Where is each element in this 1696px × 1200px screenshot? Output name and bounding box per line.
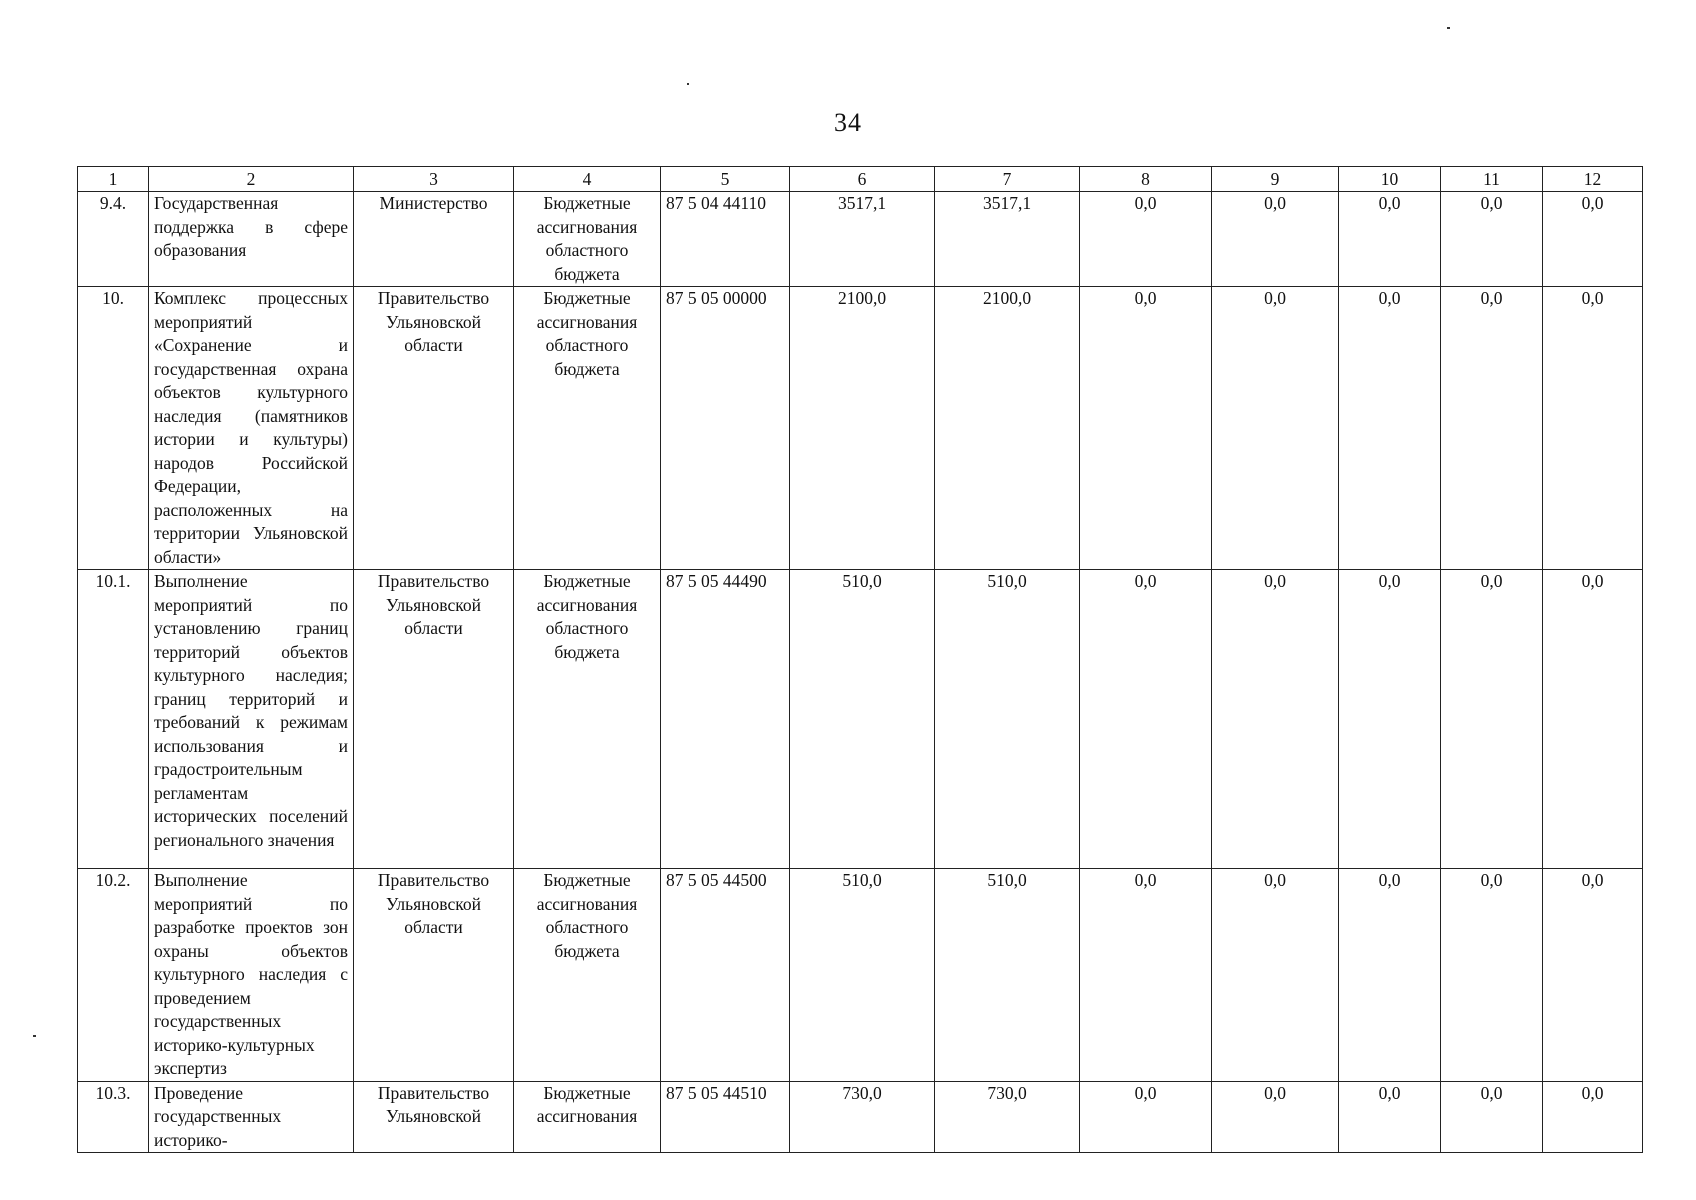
budget-code: 87 5 05 44500 <box>661 869 790 1082</box>
year-amount: 0,0 <box>1339 192 1441 287</box>
year-amount: 0,0 <box>1212 570 1339 869</box>
total-amount: 510,0 <box>790 869 935 1082</box>
year-amount: 0,0 <box>1339 570 1441 869</box>
col-header-3: 3 <box>354 167 514 192</box>
budget-code: 87 5 05 00000 <box>661 287 790 570</box>
year-amount: 0,0 <box>1543 1081 1643 1153</box>
year-amount: 0,0 <box>1212 192 1339 287</box>
year-amount: 0,0 <box>1080 1081 1212 1153</box>
year-amount: 0,0 <box>1212 287 1339 570</box>
year-amount: 0,0 <box>1339 287 1441 570</box>
measure-name: Комплекс процессных мероприятий «Сохранение и государственная охрана объектов культурного наследия (памятников истории и культуры) народов Российской Федерации, расположенных на территории Ульяновской области» <box>149 287 354 570</box>
total-amount: 2100,0 <box>790 287 935 570</box>
funding-source: Бюджетные ассигнования областного бюджета <box>514 869 661 1082</box>
col-header-1: 1 <box>78 167 149 192</box>
col-header-12: 12 <box>1543 167 1643 192</box>
executor: Правительство Ульяновской области <box>354 570 514 869</box>
budget-code: 87 5 05 44490 <box>661 570 790 869</box>
year-amount: 0,0 <box>1543 869 1643 1082</box>
executor: Министерство <box>354 192 514 287</box>
table-row <box>78 192 1643 287</box>
budget-code: 87 5 05 44510 <box>661 1081 790 1153</box>
col-header-9: 9 <box>1212 167 1339 192</box>
year-amount: 0,0 <box>1080 869 1212 1082</box>
total-amount: 730,0 <box>790 1081 935 1153</box>
executor: Правительство Ульяновской <box>354 1081 514 1153</box>
year-amount: 0,0 <box>1543 192 1643 287</box>
year-amount: 0,0 <box>1441 869 1543 1082</box>
budget-table <box>77 166 1643 1153</box>
table-row <box>78 287 1643 570</box>
total-amount: 3517,1 <box>790 192 935 287</box>
funding-source: Бюджетные ассигнования областного бюджета <box>514 570 661 869</box>
year-amount: 2100,0 <box>935 287 1080 570</box>
table-row <box>78 1081 1643 1153</box>
year-amount: 0,0 <box>1339 869 1441 1082</box>
year-amount: 510,0 <box>935 570 1080 869</box>
col-header-2: 2 <box>149 167 354 192</box>
measure-name: Выполнение мероприятий по разработке проектов зон охраны объектов культурного наследия с проведением государственных историко-культурных экспертиз <box>149 869 354 1082</box>
year-amount: 0,0 <box>1080 192 1212 287</box>
year-amount: 0,0 <box>1441 1081 1543 1153</box>
year-amount: 730,0 <box>935 1081 1080 1153</box>
year-amount: 0,0 <box>1339 1081 1441 1153</box>
row-number: 10. <box>78 287 149 570</box>
table-row <box>78 570 1643 869</box>
year-amount: 0,0 <box>1543 287 1643 570</box>
year-amount: 510,0 <box>935 869 1080 1082</box>
scan-speck <box>33 1035 36 1037</box>
measure-name: Проведение государственных историко- <box>149 1081 354 1153</box>
col-header-11: 11 <box>1441 167 1543 192</box>
table-row <box>78 869 1643 1082</box>
row-number: 10.1. <box>78 570 149 869</box>
col-header-10: 10 <box>1339 167 1441 192</box>
row-number: 9.4. <box>78 192 149 287</box>
total-amount: 510,0 <box>790 570 935 869</box>
year-amount: 0,0 <box>1441 287 1543 570</box>
year-amount: 0,0 <box>1080 287 1212 570</box>
col-header-8: 8 <box>1080 167 1212 192</box>
measure-name: Выполнение мероприятий по установлению границ территорий объектов культурного наследия; границ территорий и требований к режимам использования и градостроительным регламентам исторических поселений регионального значения <box>149 570 354 869</box>
funding-source: Бюджетные ассигнования областного бюджета <box>514 287 661 570</box>
col-header-5: 5 <box>661 167 790 192</box>
year-amount: 0,0 <box>1441 570 1543 869</box>
year-amount: 0,0 <box>1212 1081 1339 1153</box>
year-amount: 0,0 <box>1441 192 1543 287</box>
executor: Правительство Ульяновской области <box>354 869 514 1082</box>
year-amount: 0,0 <box>1543 570 1643 869</box>
col-header-6: 6 <box>790 167 935 192</box>
budget-code: 87 5 04 44110 <box>661 192 790 287</box>
header-row <box>78 167 1643 192</box>
scan-speck <box>687 83 689 85</box>
row-number: 10.3. <box>78 1081 149 1153</box>
funding-source: Бюджетные ассигнования <box>514 1081 661 1153</box>
measure-name: Государственная поддержка в сфере образования <box>149 192 354 287</box>
year-amount: 3517,1 <box>935 192 1080 287</box>
col-header-7: 7 <box>935 167 1080 192</box>
row-number: 10.2. <box>78 869 149 1082</box>
funding-source: Бюджетные ассигнования областного бюджета <box>514 192 661 287</box>
year-amount: 0,0 <box>1080 570 1212 869</box>
scan-speck <box>1447 27 1450 29</box>
page-number: 34 <box>834 108 862 137</box>
year-amount: 0,0 <box>1212 869 1339 1082</box>
executor: Правительство Ульяновской области <box>354 287 514 570</box>
col-header-4: 4 <box>514 167 661 192</box>
